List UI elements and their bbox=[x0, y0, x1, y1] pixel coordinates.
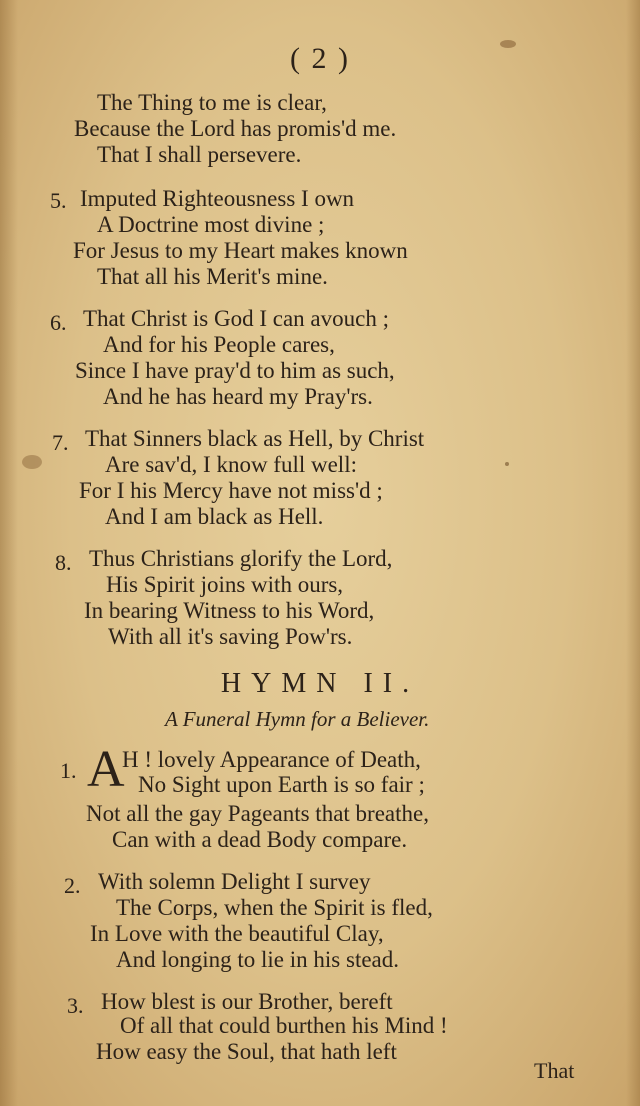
page-edge-shadow-right bbox=[626, 0, 640, 1106]
stanza-number: 1. bbox=[60, 758, 77, 783]
verse-line: Thus Christians glorify the Lord, bbox=[89, 546, 393, 571]
verse-line: That all his Merit's mine. bbox=[97, 264, 328, 289]
verse-line: Of all that could burthen his Mind ! bbox=[120, 1013, 448, 1038]
verse-line: For Jesus to my Heart makes known bbox=[73, 238, 408, 263]
stanza-number: 8. bbox=[55, 550, 72, 575]
verse-line: For I his Mercy have not miss'd ; bbox=[79, 478, 383, 503]
verse-line: And for his People cares, bbox=[103, 332, 335, 357]
stanza-number: 5. bbox=[50, 188, 67, 213]
verse-line: That Sinners black as Hell, by Christ bbox=[85, 426, 425, 451]
verse-line: Are sav'd, I know full well: bbox=[105, 452, 357, 477]
verse-line: In Love with the beautiful Clay, bbox=[90, 921, 384, 946]
page-number: ( 2 ) bbox=[290, 42, 350, 75]
stanza-number: 6. bbox=[50, 310, 67, 335]
verse-line: Not all the gay Pageants that breathe, bbox=[86, 801, 429, 826]
foxing-stain bbox=[22, 455, 42, 469]
verse-line: Imputed Righteousness I own bbox=[80, 186, 355, 211]
verse-line: How blest is our Brother, bereft bbox=[101, 989, 393, 1014]
drop-capital: A bbox=[87, 741, 125, 798]
verse-line: No Sight upon Earth is so fair ; bbox=[138, 772, 425, 797]
hymn-title: HYMN II. bbox=[220, 668, 420, 699]
stanza-number: 2. bbox=[64, 873, 81, 898]
verse-line: In bearing Witness to his Word, bbox=[84, 598, 375, 623]
verse-line: The Thing to me is clear, bbox=[97, 90, 327, 115]
ink-speck bbox=[505, 462, 509, 466]
verse-line: Since I have pray'd to him as such, bbox=[75, 358, 395, 383]
verse-line: And I am black as Hell. bbox=[105, 504, 324, 529]
verse-line: That I shall persevere. bbox=[97, 142, 302, 167]
catchword: That bbox=[534, 1058, 575, 1083]
verse-line: With all it's saving Pow'rs. bbox=[108, 624, 353, 649]
stanza-number: 3. bbox=[67, 993, 84, 1018]
hymn-subtitle: A Funeral Hymn for a Believer. bbox=[165, 707, 430, 731]
verse-line: His Spirit joins with ours, bbox=[106, 572, 344, 597]
verse-line: Can with a dead Body compare. bbox=[112, 827, 408, 852]
verse-line: The Corps, when the Spirit is fled, bbox=[116, 895, 433, 920]
stanza-number: 7. bbox=[52, 430, 69, 455]
verse-line: How easy the Soul, that hath left bbox=[96, 1039, 397, 1064]
verse-line: And he has heard my Pray'rs. bbox=[103, 384, 373, 409]
verse-line: And longing to lie in his stead. bbox=[116, 947, 400, 972]
verse-line: That Christ is God I can avouch ; bbox=[83, 306, 389, 331]
verse-line: With solemn Delight I survey bbox=[98, 869, 371, 894]
page-edge-shadow-left bbox=[0, 0, 18, 1106]
verse-line: A Doctrine most divine ; bbox=[97, 212, 325, 237]
verse-line: Because the Lord has promis'd me. bbox=[74, 116, 397, 141]
verse-line: H ! lovely Appearance of Death, bbox=[122, 747, 421, 772]
